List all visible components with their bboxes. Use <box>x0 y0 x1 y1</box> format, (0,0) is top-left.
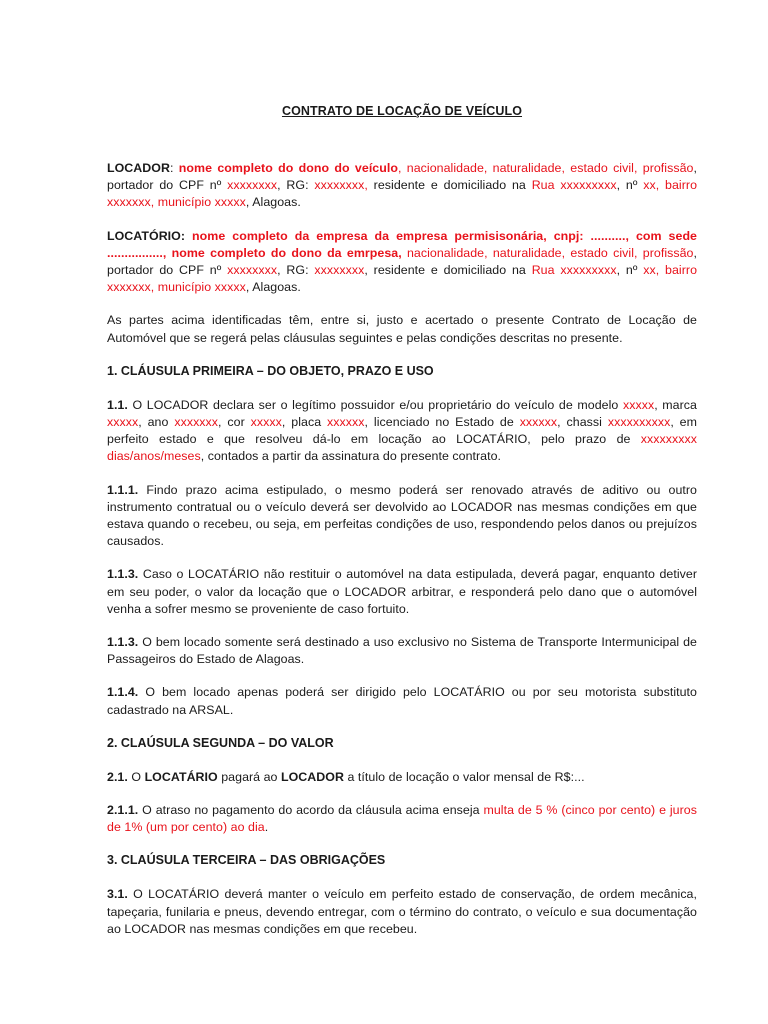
locador-name: nome completo do dono do veículo <box>178 161 398 175</box>
clause-1-1-3-a: 1.1.3. Caso o LOCATÁRIO não restituir o automóvel na data estipulada, deverá pagar, enquanto detiver em seu poder, o valor da locação que o LOCADOR arbitrar, e responderá pelo dano que o automóvel venha a sofrer mesmo se proveniente de caso fortuito. <box>107 567 697 616</box>
clause-1-heading: 1. CLÁUSULA PRIMEIRA – DO OBJETO, PRAZO E USO <box>107 363 434 378</box>
clause-2-1-1: 2.1.1. O atraso no pagamento do acordo da cláusula acima enseja multa de 5 % (cinco por cento) e juros de 1% (um por cento) ao dia. <box>107 803 697 835</box>
page-title: CONTRATO DE LOCAÇÃO DE VEÍCULO <box>281 104 523 118</box>
clause-1-1: 1.1. O LOCADOR declara ser o legítimo possuidor e/ou proprietário do veículo de modelo xxxxx, marca xxxxx, ano xxxxxxx, cor xxxxx, placa xxxxxx, licenciado no Estado de xxxxxx, chassi xxxxxxxxxx, em perfeito estado e que resolveu dá-lo em locação ao LOCATÁRIO, pelo prazo de xxxxxxxxx dias/anos/meses, contados a partir da assinatura do presente contrato. <box>107 397 697 464</box>
clause-1-1-4: 1.1.4. O bem locado apenas poderá ser dirigido pelo LOCATÁRIO ou por seu motorista substituto cadastrado na ARSAL. <box>107 685 697 717</box>
clause-1-1-3-b: 1.1.3. O bem locado somente será destinado a uso exclusivo no Sistema de Transporte Intermunicipal de Passageiros do Estado de Alagoas. <box>107 635 697 667</box>
locatario-name: nome completo da empresa da empresa permisisonária, cnpj: .........., com sede ................, nome completo do dono da emrpesa, <box>107 228 697 260</box>
clause-3-heading: 3. CLAÚSULA TERCEIRA – DAS OBRIGAÇÕES <box>107 853 386 868</box>
clause-3-1: 3.1. O LOCATÁRIO deverá manter o veículo em perfeito estado de conservação, de ordem mecânica, tapeçaria, funilaria e pneus, devendo entregar, com o término do contrato, o veículo e sua documentação ao LOCADOR nas mesmas condições em que recebeu. <box>107 887 697 936</box>
locatario-paragraph: LOCATÓRIO: nome completo da empresa da empresa permisisonária, cnpj: .........., com sede ................, nome completo do dono da emrpesa, nacionalidade, naturalidade, estado civil, profissão, portador do CPF nº xxxxxxxx, RG: xxxxxxxx, residente e domiciliado na Rua xxxxxxxxx, nº xx, bairro xxxxxxx, município xxxxx, Alagoas. <box>107 228 698 295</box>
locador-paragraph: LOCADOR: nome completo do dono do veículo, nacionalidade, naturalidade, estado civil, profissão, portador do CPF nº xxxxxxxx, RG: xxxxxxxx, residente e domiciliado na Rua xxxxxxxxx, nº xx, bairro xxxxxxx, município xxxxx, Alagoas. <box>107 161 698 210</box>
clause-2-heading: 2. CLAÚSULA SEGUNDA – DO VALOR <box>107 735 334 750</box>
clause-1-1-1: 1.1.1. Findo prazo acima estipulado, o mesmo poderá ser renovado através de aditivo ou outro instrumento contratual ou o veículo deverá ser devolvido ao LOCADOR nas mesmas condições em que estava quando o recebeu, ou seja, em perfeitas condições de uso, respondendo pelos danos ou prejuízos causados. <box>107 482 697 549</box>
locador-label: LOCADOR <box>107 161 170 175</box>
penalty-text: multa de 5 % (cinco por cento) e juros de 1% (um por cento) ao dia <box>107 803 697 835</box>
clause-2-1: 2.1. O LOCATÁRIO pagará ao LOCADOR a título de locação o valor mensal de R$:... <box>107 769 585 784</box>
intro-paragraph: As partes acima identificadas têm, entre si, justo e acertado o presente Contrato de Locação de Automóvel que se regerá pelas cláusulas seguintes e pelas condições descritas no presente. <box>107 313 697 345</box>
locatario-label: LOCATÓRIO: <box>107 228 186 243</box>
